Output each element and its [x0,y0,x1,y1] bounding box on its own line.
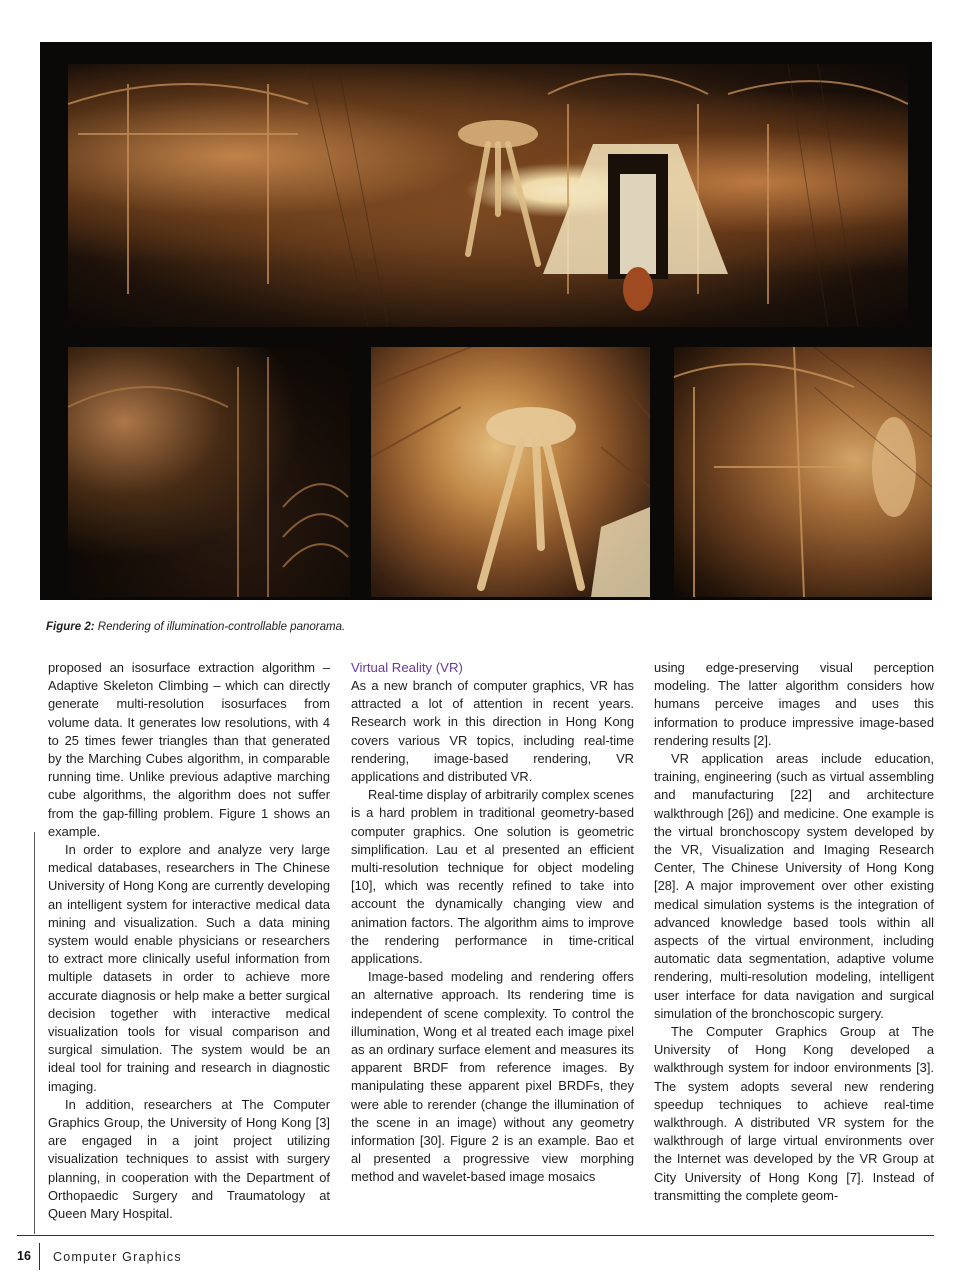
figure-caption-text: Rendering of illumination-controllable panorama. [97,621,346,633]
paragraph: As a new branch of computer graphics, VR has attracted a lot of attention in recent years. Research work in this direction in Hong Kong covers various VR topics, including real-time rendering, image-based rendering, VR applications and distributed VR. [351,678,634,785]
paragraph: In order to explore and analyze very large medical databases, researchers in The Chinese University of Hong Kong are currently developing an intelligent system for interactive medical data mining and visualization. Such a data mining system would enable physicians or researchers to extract more clinically useful information from multiple datasets in order to achieve more accurate diagnosis or help make a better surgical decision together with interactive medical visualization tools for visual comparison and surgical simulation. The system would be an ideal tool for training and research in diagnostic imaging. [48,842,330,1094]
footer-separator [39,1243,40,1270]
panorama-wide-image [68,64,908,327]
panorama-wide-illustration [68,64,908,327]
panorama-center-image [371,347,650,597]
panorama-center-illustration [371,347,650,597]
text-column-3 [654,659,934,1205]
paragraph: using edge-preserving visual perception modeling. The latter algorithm considers how humans perceive images and uses this information to produce impressive image-based rendering results [2]. [654,660,934,748]
paragraph: proposed an isosurface extraction algorithm – Adaptive Skeleton Climbing – which can directly generate multi-resolution isosurfaces from volume data. It generates low resolutions, with 4 to 25 times fewer triangles than that generated by the Marching Cubes algorithm, in comparable running time. Unlike previous adaptive marching cube algorithms, the algorithm does not suffer from the gap-filling problem. Figure 1 shows an example. [48,660,330,839]
page-number: 16 [17,1249,31,1263]
journal-name: Computer Graphics [53,1250,182,1264]
section-heading: Virtual Reality (VR) [351,660,463,675]
figure-caption [46,621,345,633]
panorama-left-image [68,347,350,597]
text-column-1 [48,659,330,1223]
footer-rule [17,1235,934,1236]
panorama-right-illustration [674,347,932,597]
paragraph: In addition, researchers at The Computer Graphics Group, the University of Hong Kong [3] are engaged in a joint project utilizing visualization techniques to assist with surgery planning, in cooperation with the Department of Orthopaedic Surgery and Traumatology at Queen Mary Hospital. [48,1096,330,1222]
paragraph: The Computer Graphics Group at The University of Hong Kong developed a walkthrough system for indoor environments [3]. The system adopts several new rendering speedup techniques to achieve real-time walkthrough. A distributed VR system for the walkthrough of large virtual environments over the Internet was developed by the VR Group at City University of Hong Kong [7]. Instead of transmitting the complete geom- [654,1024,934,1203]
figure-label: Figure 2: [46,621,95,633]
panorama-left-illustration [68,347,350,597]
figure-2 [40,42,932,600]
paragraph: Real-time display of arbitrarily complex scenes is a hard problem in traditional geometry-based computer graphics. One solution is geometric simplification. Lau et al presented an efficient multi-resolution technique for object modeling [10], which was recently refined to take into account the dynamically changing view and animation factors. The algorithm aims to improve the rendering performance in time-critical applications. [351,787,634,967]
text-column-2 [351,659,634,1187]
column-margin-rule [34,832,35,1234]
paragraph: VR application areas include education, training, engineering (such as virtual assembling and manufacturing [22] and architecture walkthrough [26]) and medicine. One example is the virtual bronchoscopy system developed by the VR, Visualization and Imaging Research Center, The Chinese University of Hong Kong [28]. A major improvement over other existing medical simulation systems is the integration of advanced knowledge based tools within all aspects of the virtual environment, including automatic data segmentation, adaptive volume rendering, multi-resolution modeling, intelligent user interface for data navigation and surgical simulation of the bronchoscopic surgery. [654,751,934,1021]
paragraph: Image-based modeling and rendering offers an alternative approach. Its rendering time is independent of scene complexity. To control the illumination, Wong et al treated each image pixel as an ordinary surface element and measures its apparent BRDF from reference images. By manipulating these apparent pixel BRDFs, they were able to rerender (change the illumination of the scene in an image) without any geometry information [30]. Figure 2 is an example. Bao et al presented a progressive view morphing method and wavelet-based image mosaics [351,969,634,1185]
panorama-right-image [674,347,932,597]
